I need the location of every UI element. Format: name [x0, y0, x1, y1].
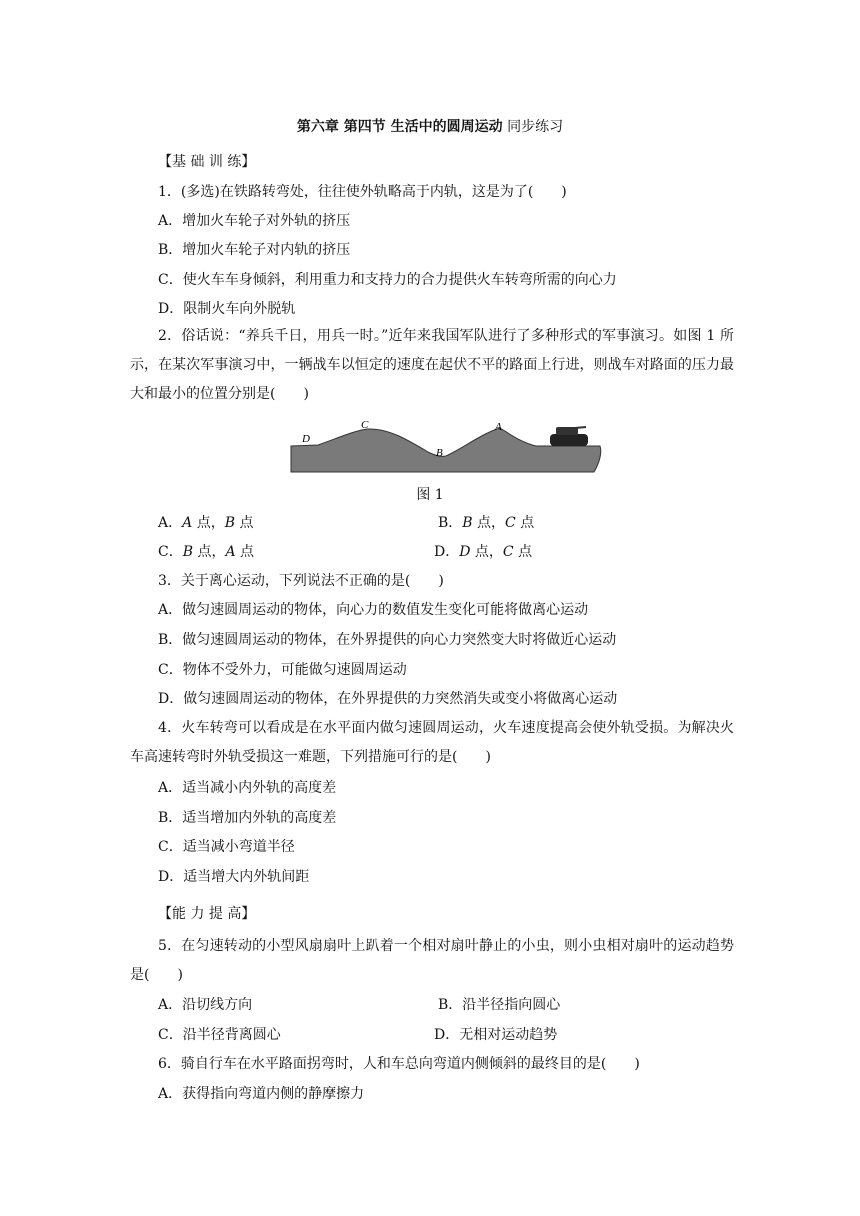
q3-stem	[158, 571, 444, 591]
q6-stem-close: )	[634, 1056, 640, 1072]
q4-stem	[130, 714, 734, 772]
section-basic-heading: 【基 础 训 练】	[158, 154, 256, 170]
q2-option-c: C．B 点，A 点	[158, 544, 255, 560]
q2-stem	[130, 322, 734, 409]
q1-option-b: B．增加火车轮子对内轨的挤压	[158, 242, 351, 258]
q5-stem-close: )	[177, 967, 183, 983]
q5-option-c: C．沿半径背离圆心	[158, 1027, 281, 1043]
q3-stem-text: 3．关于离心运动，下列说法不正确的是(	[158, 573, 411, 589]
q5-stem-text: 5．在匀速转动的小型风扇扇叶上趴着一个相对扇叶静止的小虫，则小虫相对扇叶的运动趋势是(	[130, 938, 734, 983]
q2-option-b: B．B 点，C 点	[438, 515, 535, 531]
title-sub: 同步练习	[507, 119, 564, 135]
q1-stem-text: 1．(多选)在铁路转弯处，往往使外轨略高于内轨，这是为了(	[158, 184, 534, 200]
q5-stem	[130, 932, 734, 990]
q4-option-b: B．适当增加内外轨的高度差	[158, 810, 337, 826]
q6-stem	[158, 1054, 640, 1074]
section-advanced-heading: 【能 力 提 高】	[158, 906, 256, 922]
q4-stem-close: )	[485, 749, 491, 765]
figure-label-c: C	[361, 419, 369, 431]
page-title	[0, 116, 860, 136]
q1-option-d: D．限制火车向外脱轨	[158, 301, 296, 317]
q5-option-b: B．沿半径指向圆心	[438, 997, 561, 1013]
q2-option-a: A．A 点，B 点	[158, 515, 254, 531]
q3-option-d: D．做匀速圆周运动的物体，在外界提供的力突然消失或变小将做离心运动	[158, 691, 618, 707]
q4-option-c: C．适当减小弯道半径	[158, 839, 295, 855]
figure-label-a: A	[495, 421, 502, 433]
q3-option-c: C．物体不受外力，可能做匀速圆周运动	[158, 662, 407, 678]
q3-option-a: A．做匀速圆周运动的物体，向心力的数值发生变化可能将做离心运动	[158, 602, 589, 618]
q4-option-d: D．适当增大内外轨间距	[158, 869, 310, 885]
q2-stem-text: 2．俗话说：“养兵千日，用兵一时。”近年来我国军队进行了多种形式的军事演习。如图 1 所示，在某次军事演习中，一辆战车以恒定的速度在起伏不平的路面上行进，则战车对路面的压力最大和最小的位置分别是(	[130, 328, 734, 402]
terrain-figure	[288, 418, 602, 476]
q5-option-d: D．无相对运动趋势	[434, 1027, 558, 1043]
q6-option-a: A．获得指向弯道内侧的静摩擦力	[158, 1086, 365, 1102]
q1-stem-close: )	[561, 184, 567, 200]
q6-stem-text: 6．骑自行车在水平路面拐弯时，人和车总向弯道内侧倾斜的最终目的是(	[158, 1056, 607, 1072]
q3-option-b: B．做匀速圆周运动的物体，在外界提供的向心力突然变大时将做近心运动	[158, 632, 617, 648]
figure-caption: 图 1	[416, 487, 444, 503]
q4-stem-text: 4．火车转弯可以看成是在水平面内做匀速圆周运动，火车速度提高会使外轨受损。为解决火车高速转弯时外轨受损这一难题，下列措施可行的是(	[130, 720, 734, 765]
q5-option-a: A．沿切线方向	[158, 997, 253, 1013]
q4-option-a: A．适当减小内外轨的高度差	[158, 780, 337, 796]
q1-stem	[158, 182, 567, 202]
figure-label-d: D	[302, 433, 310, 445]
figure-label-b: B	[436, 447, 443, 459]
q2-stem-close: )	[303, 386, 309, 402]
q1-option-c: C．使火车车身倾斜，利用重力和支持力的合力提供火车转弯所需的向心力	[158, 272, 617, 288]
q3-stem-close: )	[438, 573, 444, 589]
title-main: 第六章 第四节 生活中的圆周运动	[296, 119, 503, 135]
q2-option-d: D．D 点，C 点	[434, 544, 533, 560]
q1-option-a: A．增加火车轮子对外轨的挤压	[158, 213, 351, 229]
tank-icon	[550, 427, 588, 446]
